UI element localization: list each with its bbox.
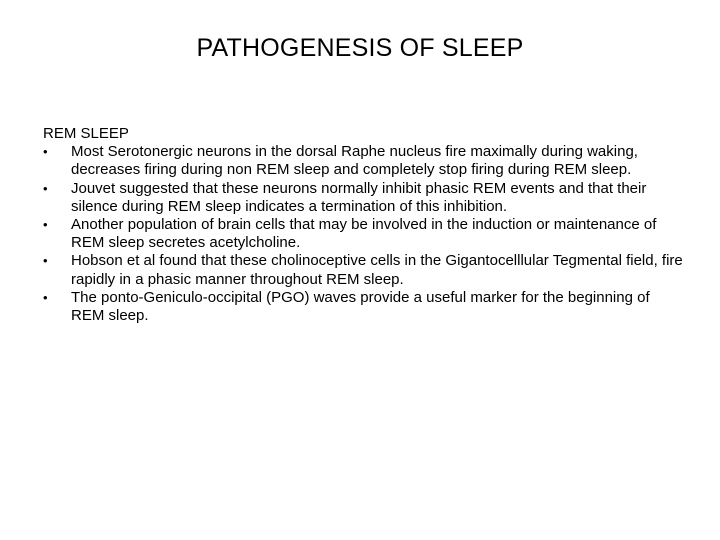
bullet-item (43, 289, 683, 325)
section-heading: REM SLEEP (43, 125, 129, 142)
slide-title: PATHOGENESIS OF SLEEP (196, 34, 524, 62)
bullet-item (43, 216, 683, 252)
bullet-icon: • (43, 144, 48, 160)
bullet-icon: • (43, 253, 48, 269)
bullet-item (43, 180, 683, 216)
slide-content (43, 125, 683, 325)
bullet-list (43, 143, 683, 325)
bullet-icon: • (43, 289, 48, 305)
bullet-text: Hobson et al found that these cholinoceptive cells in the Gigantocelllular Tegmental field, fire rapidly in a phasic manner throughout REM sleep. (71, 252, 683, 288)
bullet-item (43, 252, 683, 288)
bullet-item (43, 143, 683, 179)
bullet-text: Most Serotonergic neurons in the dorsal Raphe nucleus fire maximally during waking, decreases firing during non REM sleep and completely stop firing during REM sleep. (71, 143, 638, 179)
bullet-text: The ponto-Geniculo-occipital (PGO) waves provide a useful marker for the beginning of REM sleep. (71, 288, 650, 325)
bullet-text: Jouvet suggested that these neurons normally inhibit phasic REM events and that their silence during REM sleep indicates a termination of this inhibition. (71, 179, 647, 215)
bullet-text: Another population of brain cells that may be involved in the induction or maintenance of REM sleep secretes acetylcholine. (71, 216, 657, 252)
bullet-icon: • (43, 217, 48, 233)
bullet-icon: • (43, 180, 48, 196)
